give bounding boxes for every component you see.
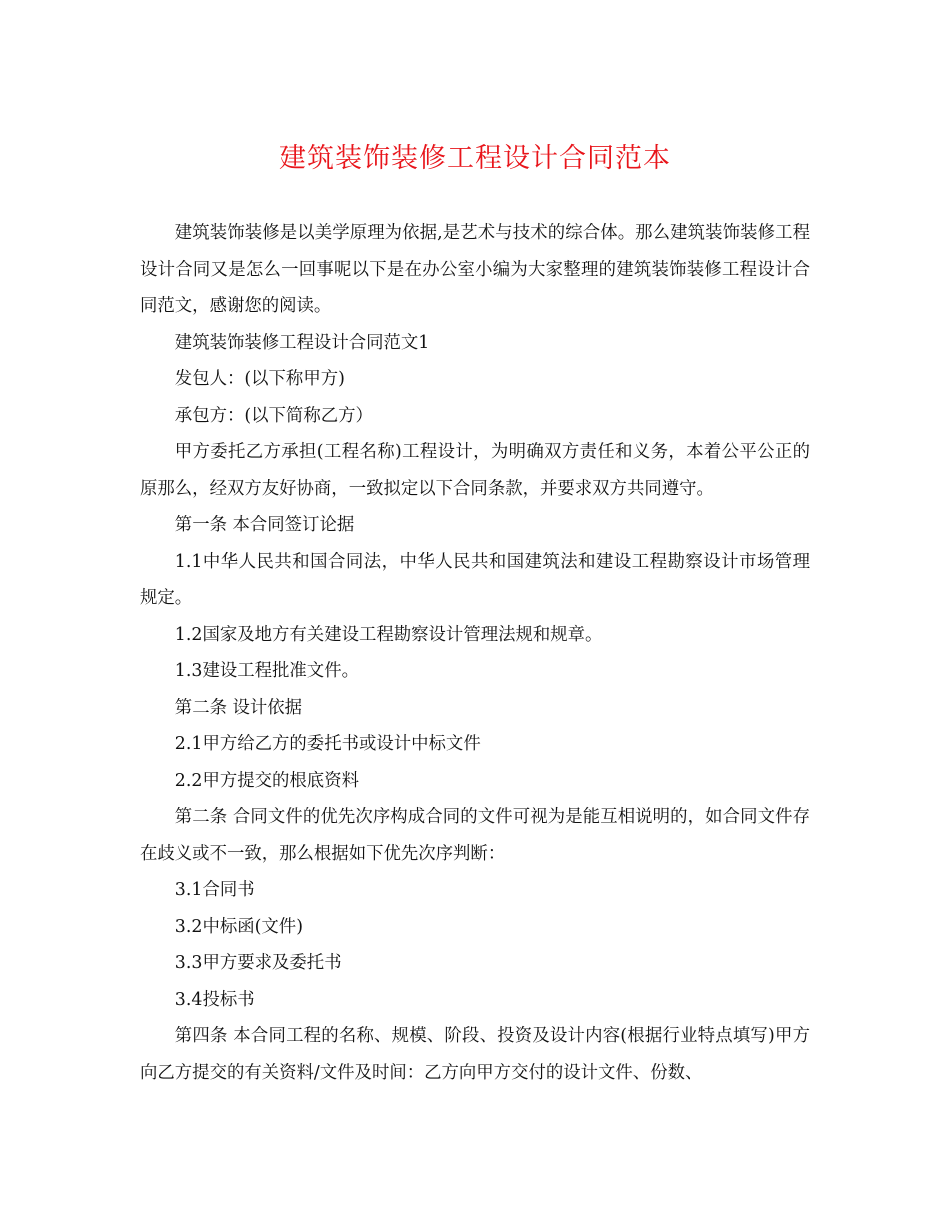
paragraph-article-2: 第二条 设计依据 bbox=[174, 697, 303, 718]
paragraph-3-2: 3.2中标函(文件) bbox=[174, 916, 303, 937]
paragraph-3-4: 3.4投标书 bbox=[174, 989, 255, 1010]
document-body bbox=[140, 215, 810, 1091]
document-title: 建筑装饰装修工程设计合同范本 bbox=[279, 143, 671, 174]
paragraph-3-3: 3.3甲方要求及委托书 bbox=[174, 953, 342, 973]
paragraph-1-2: 1.2国家及地方有关建设工程勘察设计管理法规和规章。 bbox=[174, 624, 603, 645]
paragraph-article-3: 第二条 合同文件的优先次序构成合同的文件可视为是能互相说明的，如合同文件存在歧义或不一致，那么根据如下优先次序判断： bbox=[140, 807, 810, 864]
paragraph-contractor: 承包方：(以下简称乙方） bbox=[174, 405, 373, 426]
paragraph-employer: 发包人：(以下称甲方) bbox=[174, 369, 345, 389]
paragraph-article-4: 第四条 本合同工程的名称、规模、阶段、投资及设计内容(根据行业特点填写)甲方向乙方提交的有关资料/文件及时间：乙方向甲方交付的设计文件、份数、 bbox=[140, 1026, 810, 1083]
paragraph-preamble: 甲方委托乙方承担(工程名称)工程设计，为明确双方责任和义务，本着公平公正的原那么，经双方友好协商，一致拟定以下合同条款，并要求双方共同遵守。 bbox=[140, 442, 810, 499]
paragraph-intro: 建筑装饰装修是以美学原理为依据,是艺术与技术的综合体。那么建筑装饰装修工程设计合同又是怎么一回事呢以下是在办公室小编为大家整理的建筑装饰装修工程设计合同范文，感谢您的阅读。 bbox=[140, 223, 810, 316]
paragraph-1-3: 1.3建设工程批准文件。 bbox=[174, 661, 359, 681]
paragraph-3-1: 3.1合同书 bbox=[174, 880, 255, 900]
paragraph-2-2: 2.2甲方提交的根底资料 bbox=[174, 770, 359, 791]
paragraph-1-1: 1.1中华人民共和国合同法，中华人民共和国建筑法和建设工程勘察设计市场管理规定。 bbox=[140, 551, 810, 608]
paragraph-article-1: 第一条 本合同签订论据 bbox=[174, 515, 355, 535]
paragraph-sample-heading: 建筑装饰装修工程设计合同范文1 bbox=[174, 332, 430, 353]
paragraph-2-1: 2.1甲方给乙方的委托书或设计中标文件 bbox=[174, 734, 481, 754]
